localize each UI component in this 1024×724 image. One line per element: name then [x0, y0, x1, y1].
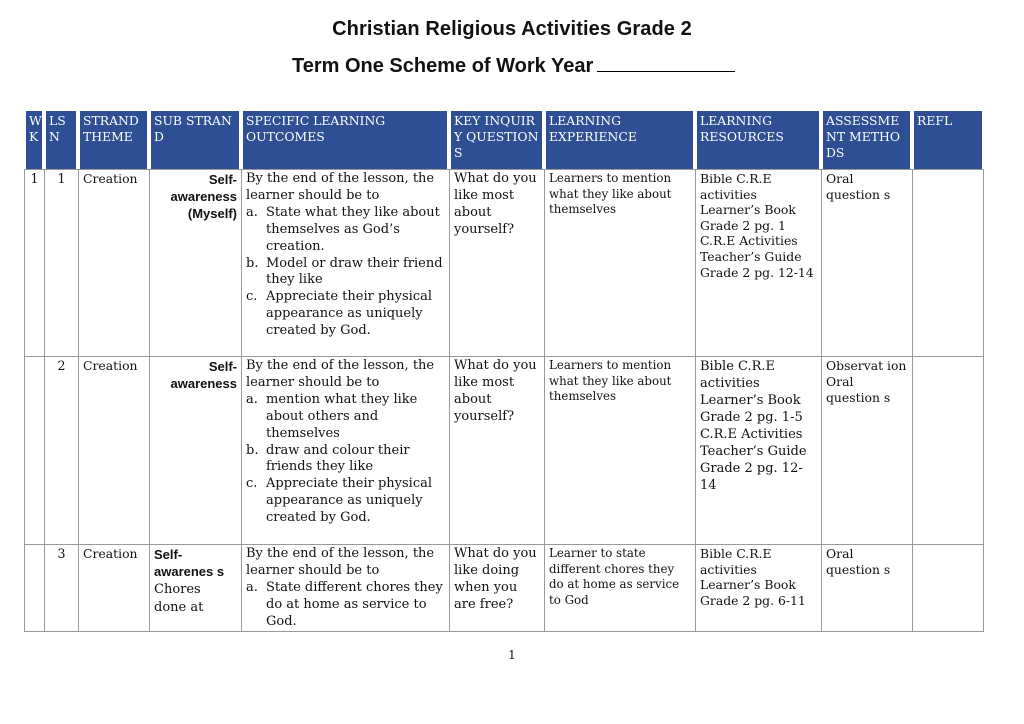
cell-experience: Learners to mention what they like about themselves — [544, 169, 695, 357]
cell-strand: Creation — [78, 357, 149, 545]
outcome-letter: a. — [246, 391, 258, 407]
cell-experience: Learners to mention what they like about themselves — [544, 357, 695, 545]
cell-strand: Creation — [78, 169, 149, 357]
outcome-item — [246, 476, 445, 527]
year-blank-line — [597, 55, 735, 72]
table-row — [24, 545, 984, 632]
outcome-item — [246, 443, 445, 477]
substrand-plain: Chores done at — [154, 582, 204, 615]
outcome-letter: b. — [246, 255, 259, 271]
outcome-letter: a. — [246, 579, 258, 595]
cell-assessment: Oral question s — [821, 545, 912, 632]
cell-substrand — [149, 357, 241, 545]
cell-substrand — [149, 545, 241, 632]
outcome-letter: b. — [246, 442, 259, 458]
cell-reflection — [912, 357, 984, 545]
outcomes-intro: By the end of the lesson, the learner should be to — [246, 546, 435, 578]
table-header-row — [24, 109, 984, 169]
table-row — [24, 357, 984, 545]
cell-wk — [24, 357, 44, 545]
outcome-letter: c. — [246, 289, 258, 305]
header-reflection: REFL — [912, 109, 984, 169]
outcome-item — [246, 256, 445, 290]
header-assessment: ASSESSMENT METHODS — [821, 109, 912, 169]
substrand-bold: Self-awarenes s — [154, 547, 225, 579]
header-resources: LEARNING RESOURCES — [695, 109, 821, 169]
cell-wk: 1 — [24, 169, 44, 357]
subtitle-text: Term One Scheme of Work Year — [292, 55, 594, 77]
header-outcomes: SPECIFIC LEARNING OUTCOMES — [241, 109, 449, 169]
cell-inquiry: What do you like doing when you are free? — [449, 545, 544, 632]
cell-lsn: 2 — [44, 357, 78, 545]
header-strand: STRAND THEME — [78, 109, 149, 169]
outcome-letter: a. — [246, 204, 258, 220]
cell-inquiry: What do you like most about yourself? — [449, 169, 544, 357]
header-wk: WK — [24, 109, 44, 169]
outcomes-intro: By the end of the lesson, the learner should be to — [246, 171, 435, 203]
cell-assessment: Observat ion Oral question s — [821, 357, 912, 545]
cell-lsn: 1 — [44, 169, 78, 357]
cell-outcomes — [241, 545, 449, 632]
cell-reflection — [912, 545, 984, 632]
cell-inquiry: What do you like most about yourself? — [449, 357, 544, 545]
cell-substrand — [149, 169, 241, 357]
page-number: 1 — [508, 648, 516, 662]
table-row — [24, 169, 984, 357]
cell-resources: Bible C.R.E activities Learner’s Book Grade 2 pg. 1 C.R.E Activities Teacher’s Guide Grade 2 pg. 12-14 — [695, 169, 821, 357]
outcome-text: Appreciate their physical appearance as uniquely created by God. — [266, 289, 433, 339]
outcome-text: Model or draw their friend they like — [266, 255, 443, 288]
cell-outcomes — [241, 169, 449, 357]
cell-lsn: 3 — [44, 545, 78, 632]
cell-experience: Learner to state different chores they do at home as service to God — [544, 545, 695, 632]
header-substrand: SUB STRAND — [149, 109, 241, 169]
substrand-bold: Self-awareness — [170, 359, 237, 391]
header-experience: LEARNING EXPERIENCE — [544, 109, 695, 169]
document-subtitle — [292, 55, 735, 78]
outcomes-intro: By the end of the lesson, the learner should be to — [246, 358, 435, 390]
cell-outcomes — [241, 357, 449, 545]
outcome-item — [246, 205, 445, 256]
cell-assessment: Oral question s — [821, 169, 912, 357]
cell-reflection — [912, 169, 984, 357]
scheme-of-work-table — [24, 109, 984, 632]
outcome-text: mention what they like about others and themselves — [266, 391, 418, 441]
header-lsn: LSN — [44, 109, 78, 169]
outcome-letter: c. — [246, 476, 258, 492]
header-inquiry: KEY INQUIRY QUESTIONS — [449, 109, 544, 169]
substrand-bold: Self-awareness (Myself) — [170, 172, 237, 221]
outcome-item — [246, 580, 445, 631]
outcome-text: State different chores they do at home as service to God. — [266, 579, 443, 629]
outcome-text: Appreciate their physical appearance as uniquely created by God. — [266, 476, 433, 526]
cell-resources: Bible C.R.E activities Learner’s Book Grade 2 pg. 1-5 C.R.E Activities Teacher’s Guide Grade 2 pg. 12-14 — [695, 357, 821, 545]
document-title: Christian Religious Activities Grade 2 — [332, 18, 692, 40]
outcome-text: State what they like about themselves as God’s creation. — [266, 204, 440, 254]
cell-wk — [24, 545, 44, 632]
outcome-text: draw and colour their friends they like — [266, 442, 410, 475]
cell-strand: Creation — [78, 545, 149, 632]
outcome-item — [246, 289, 445, 340]
outcome-item — [246, 392, 445, 443]
cell-resources: Bible C.R.E activities Learner’s Book Grade 2 pg. 6-11 — [695, 545, 821, 632]
